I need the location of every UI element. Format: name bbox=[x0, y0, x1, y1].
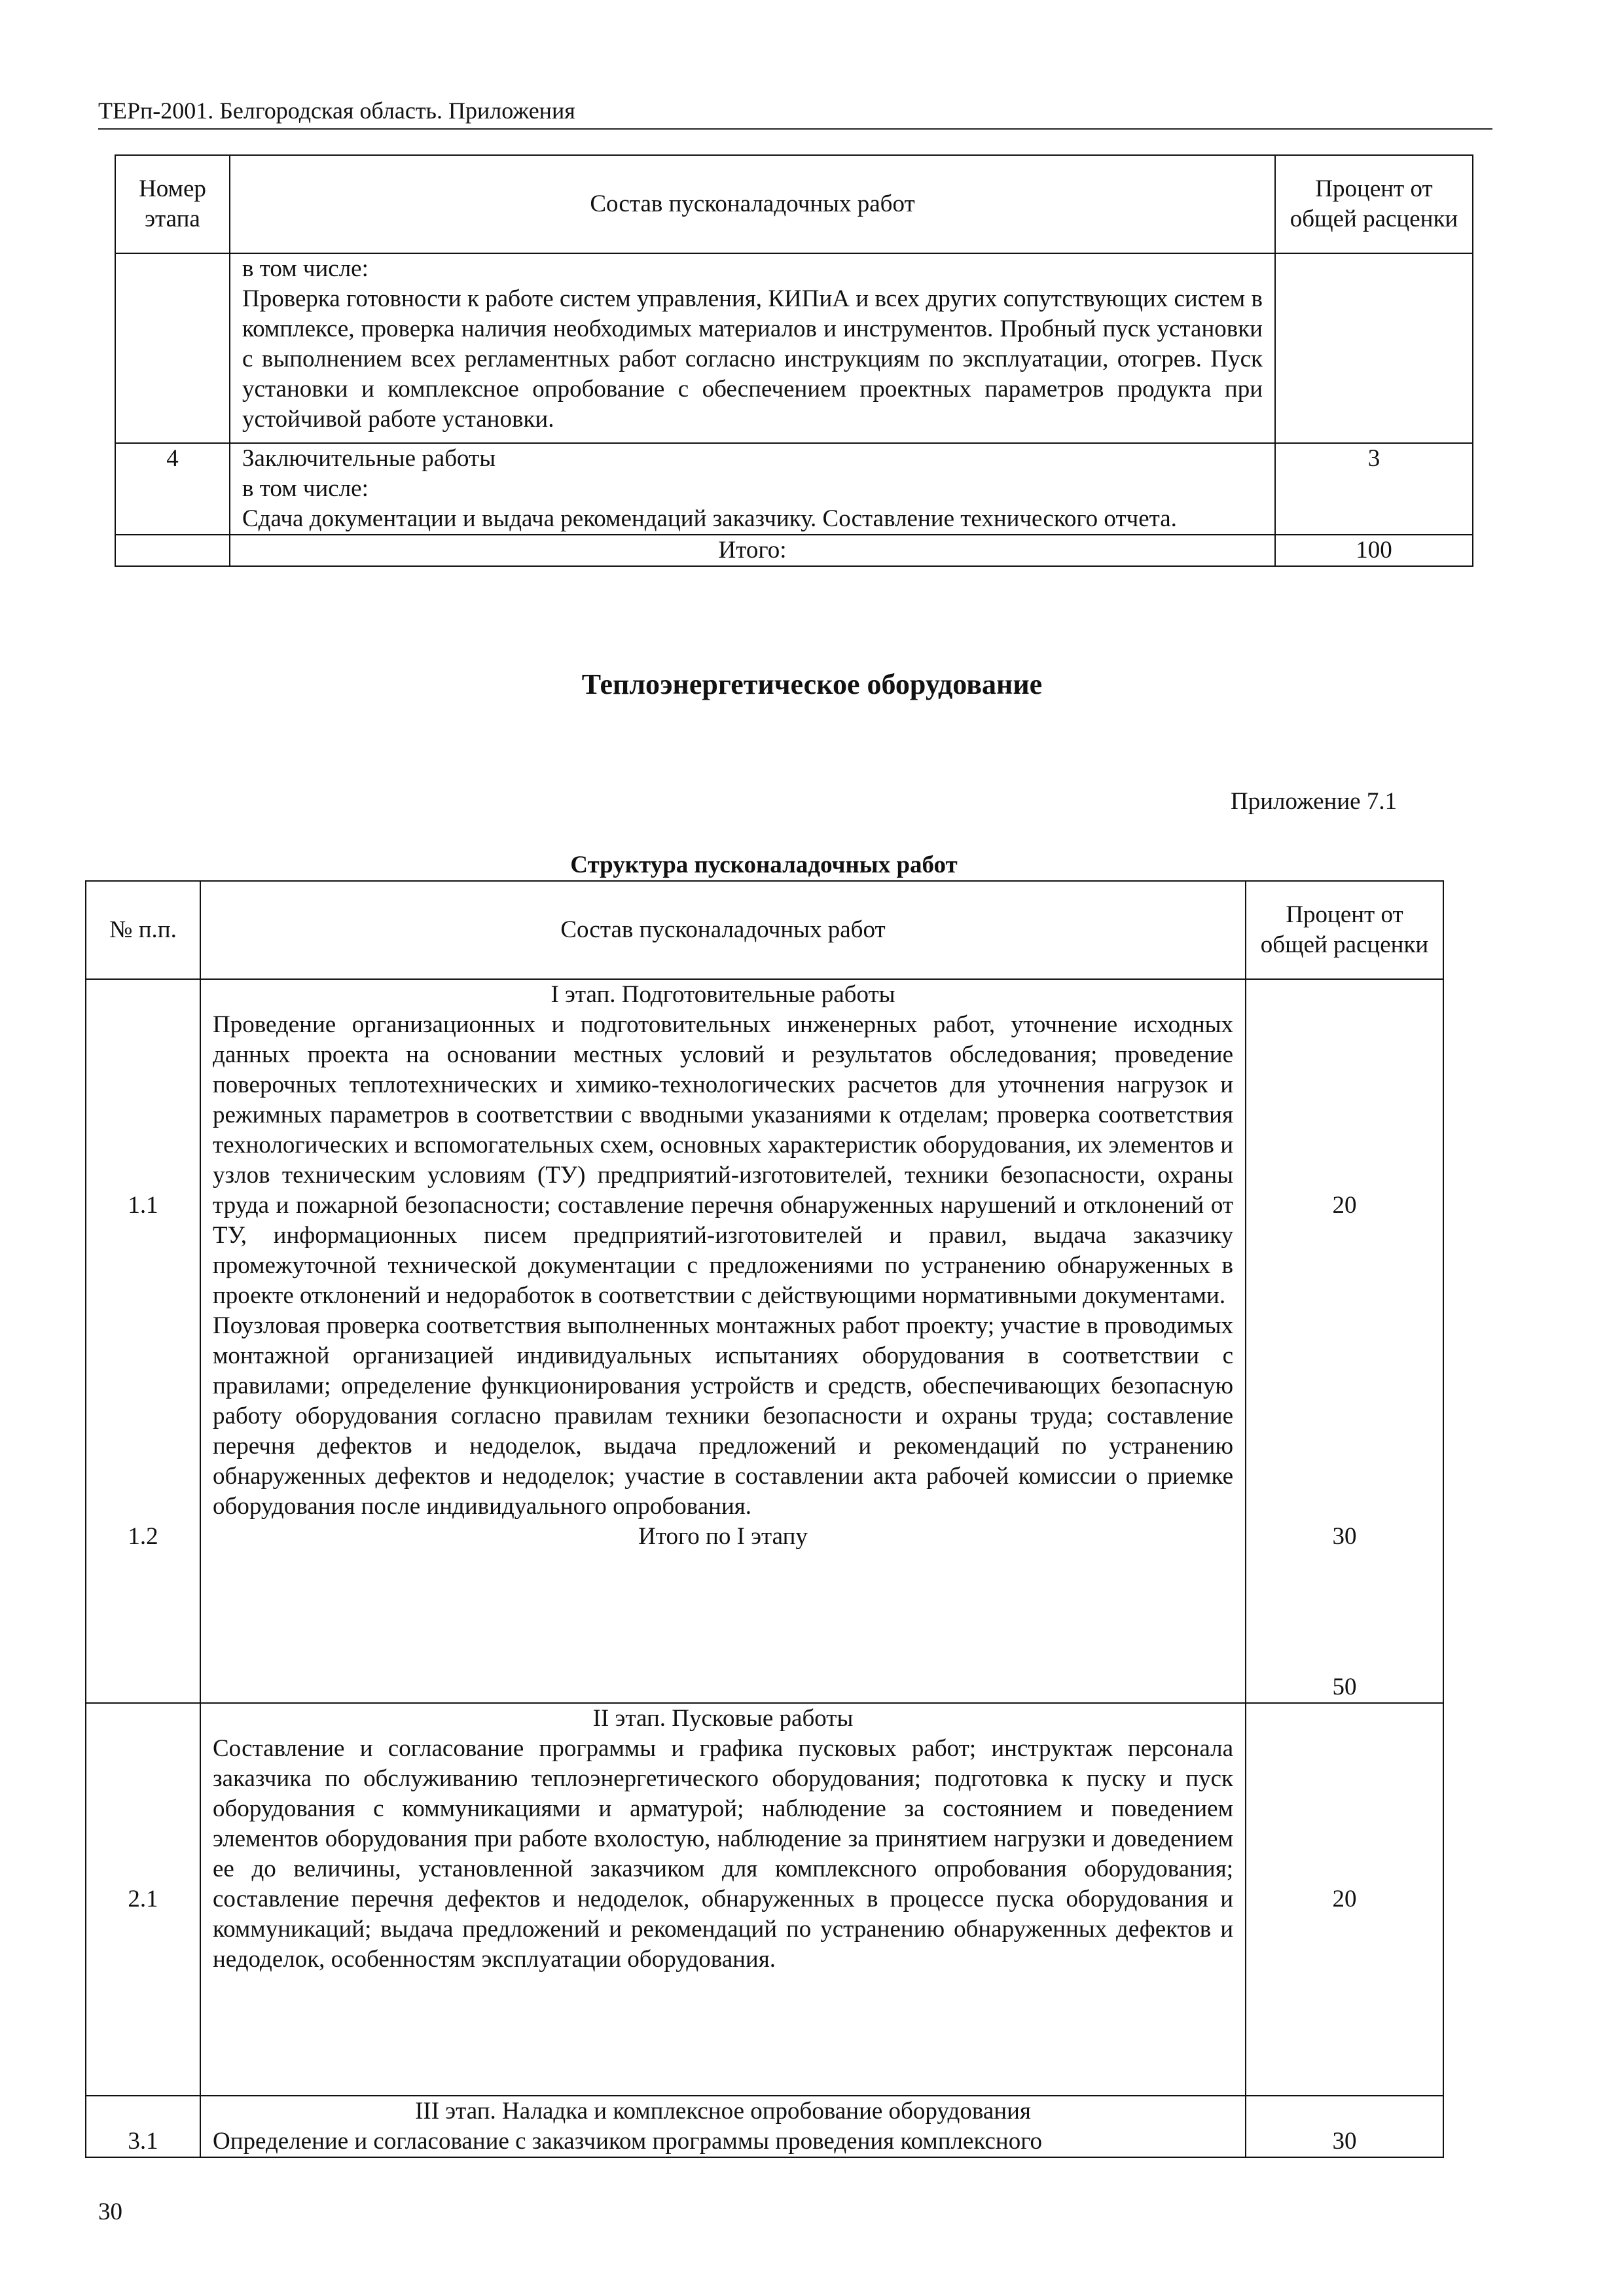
row-percent: 3 bbox=[1275, 443, 1473, 535]
stages-table-continued bbox=[115, 154, 1473, 567]
col-percent-header: Процент от общей расценки bbox=[1246, 881, 1443, 979]
annex-label: Приложение 7.1 bbox=[1231, 788, 1398, 815]
item-text: Проведение организационных и подготовительных инженерных работ, уточнение исходных данных проекта на основании местных условий и результатов обследования; проведение поверочных теплотехнических и химико-технологических расчетов для уточнения нагрузок и режимных параметров в соответствии с вводными указаниями к отделам; проверка соответствия технологических и вспомогательных схем, основных характеристик оборудования, их элементов и узлов техническим условиям (ТУ) предприятий-изготовителей, техники безопасности, охраны труда и пожарной безопасности; составление перечня обнаруженных нарушений и отклонений от ТУ, информационных писем предприятий-изготовителей и правил, выдача заказчику промежуточной технической документации с предложениями по устранению обнаруженных в проекте отклонений и недоработок в соответствии с действующими нормативными документами. bbox=[213, 1011, 1233, 1309]
stage-total-label: Итого по I этапу bbox=[638, 1523, 808, 1550]
total-label: Итого: bbox=[230, 535, 1275, 566]
col-works-header: Состав пусконаладочных работ bbox=[200, 881, 1246, 979]
stage-total-percent: 50 bbox=[1332, 1674, 1357, 1700]
total-percent: 100 bbox=[1275, 535, 1473, 566]
stage-title: III этап. Наладка и комплексное опробование оборудования bbox=[415, 2098, 1031, 2125]
table-title: Структура пусконаладочных работ bbox=[570, 852, 958, 878]
stage-title: I этап. Подготовительные работы bbox=[550, 981, 895, 1008]
page-number: 30 bbox=[98, 2198, 122, 2225]
col-works-header: Состав пусконаладочных работ bbox=[230, 155, 1275, 253]
item-percent: 30 bbox=[1332, 1523, 1357, 1550]
row-title: Заключительные работы bbox=[242, 445, 496, 472]
item-number: 2.1 bbox=[86, 1703, 200, 2096]
stage-block bbox=[86, 979, 1443, 1703]
col-stage-number-header: Номер этапа bbox=[115, 155, 230, 253]
col-percent-header: Процент от общей расценки bbox=[1275, 155, 1473, 253]
row-text: Проверка готовности к работе систем управления, КИПиА и всех других сопутствующих систем в комплексе, проверка наличия необходимых материалов и инструментов. Пробный пуск установки с выполнением всех регламентных работ согласно инструкциям по эксплуатации, отогрев. Пуск установки и комплексное опробование с обеспечением проектных параметров продукта при устойчивой работе установки. bbox=[242, 285, 1263, 433]
stage-number: 4 bbox=[115, 443, 230, 535]
stage-block bbox=[86, 2096, 1443, 2157]
row-intro: в том числе: bbox=[242, 475, 369, 502]
table-row bbox=[115, 253, 1473, 443]
running-header: ТЕРп-2001. Белгородская область. Приложения bbox=[98, 97, 1492, 130]
table-row bbox=[115, 443, 1473, 535]
item-text: Составление и согласование программы и графика пусковых работ; инструктаж персонала заказчика по обслуживанию теплоэнергетического оборудования; подготовка к пуску и пуск оборудования с коммуникациями и арматурой; наблюдение за состоянием и поведением элементов оборудования при работе вхолостую, наблюдение за принятием нагрузки и доведением ее до величины, установленной заказчиком для комплексного опробования оборудования; составление перечня дефектов и недоделок, обнаруженных в процессе пуска оборудования и коммуникаций; выдача предложений и рекомендаций по устранению обнаруженных дефектов и недоделок, особенностям эксплуатации оборудования. bbox=[213, 1735, 1233, 1973]
item-text: Определение и согласование с заказчиком программы проведения комплексного bbox=[213, 2128, 1042, 2155]
stage-title: II этап. Пусковые работы bbox=[592, 1705, 854, 1732]
item-percent: 20 bbox=[1332, 1192, 1357, 1219]
total-row bbox=[115, 535, 1473, 566]
stage-block bbox=[86, 1703, 1443, 2096]
item-text: Поузловая проверка соответствия выполненных монтажных работ проекту; участие в проводимых монтажной организацией индивидуальных испытаниях оборудования в соответствии с правилами; определение функционирования устройств и средств, обеспечивающих безопасную работу оборудования согласно правилам техники безопасности и охраны труда; составление перечня дефектов и недоделок, выдача предложений и рекомендаций по устранению обнаруженных дефектов и недоделок; участие в составлении акта рабочей комиссии о приемке оборудования после индивидуального опробования. bbox=[213, 1312, 1233, 1520]
item-number: 1.2 bbox=[128, 1523, 158, 1550]
item-number: 1.1 bbox=[128, 1192, 158, 1219]
structure-table bbox=[85, 880, 1444, 2158]
row-intro: в том числе: bbox=[242, 255, 369, 282]
col-number-header: № п.п. bbox=[86, 881, 200, 979]
row-text: Сдача документации и выдача рекомендаций заказчику. Составление технического отчета. bbox=[242, 505, 1177, 532]
item-percent: 20 bbox=[1246, 1703, 1443, 2096]
item-percent: 30 bbox=[1246, 2096, 1443, 2157]
item-number: 3.1 bbox=[86, 2096, 200, 2157]
section-title: Теплоэнергетическое оборудование bbox=[581, 668, 1043, 700]
